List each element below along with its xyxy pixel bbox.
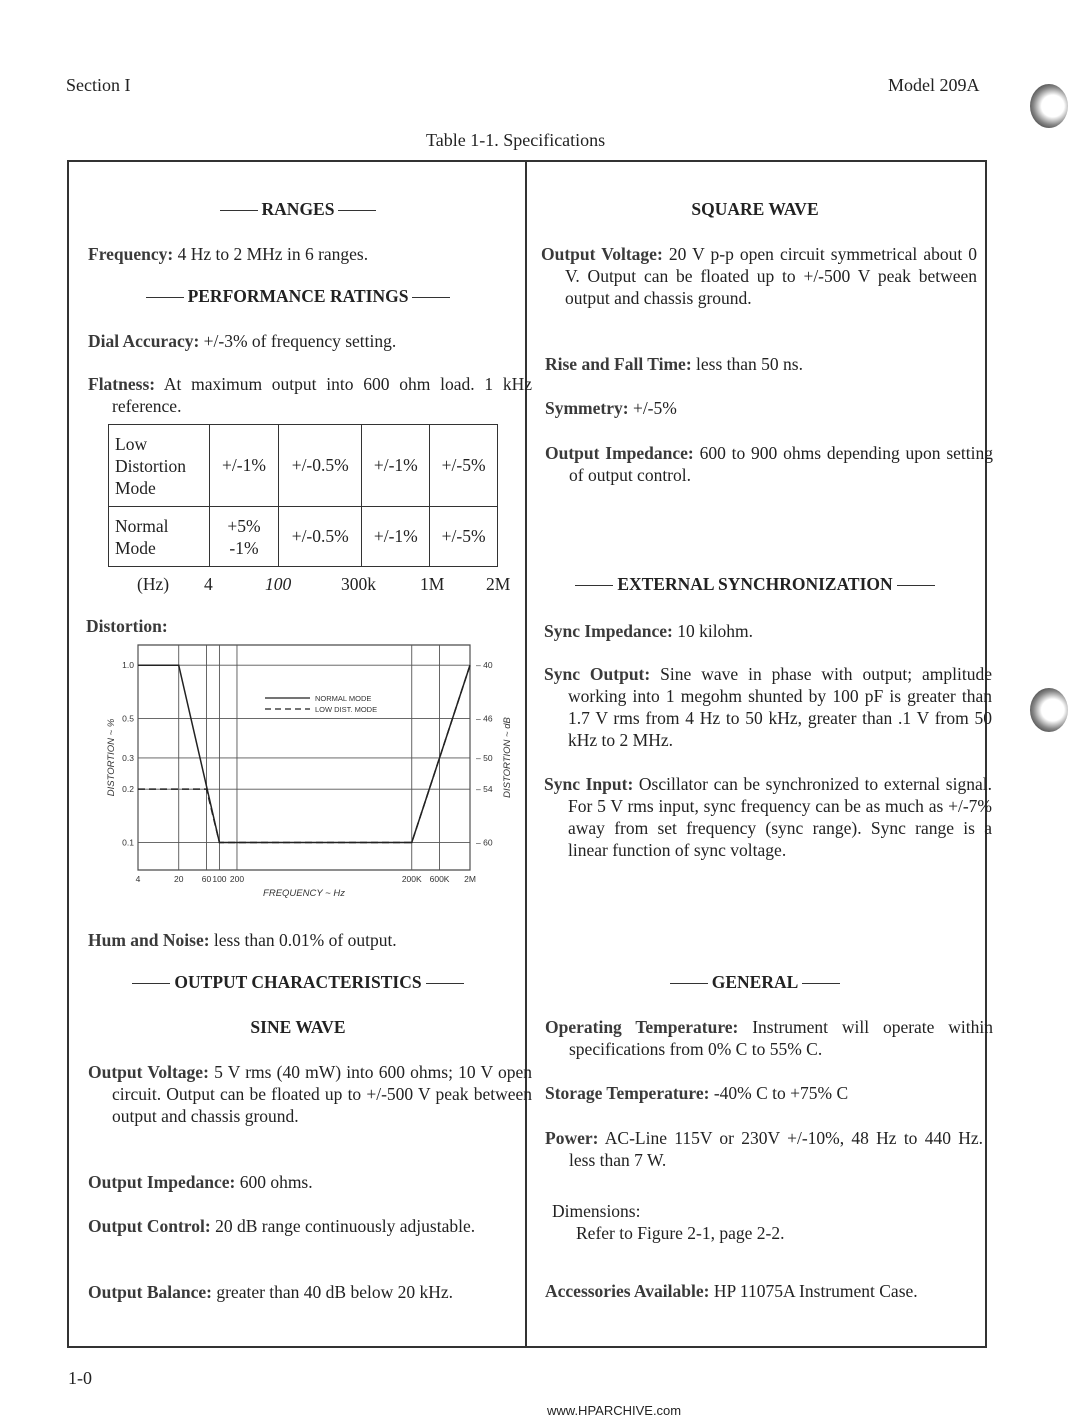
- distortion-label: Distortion:: [86, 616, 168, 636]
- series-line-low-dist-mode: [138, 665, 470, 842]
- y-tick-label-left: 1.0: [122, 660, 134, 671]
- rise-fall-spec: Rise and Fall Time: less than 50 ns.: [545, 354, 803, 374]
- table-row: [109, 507, 498, 567]
- x-tick-label: 200: [229, 874, 245, 884]
- table-cell: +/-5%: [430, 425, 498, 507]
- hz-axis-label: 2M: [486, 574, 511, 594]
- legend-label: LOW DIST. MODE: [315, 705, 378, 714]
- square-output-impedance-spec: Output Impedance: 600 to 900 ohms depending upon setting of output control.: [545, 443, 993, 485]
- table-cell: +/-0.5%: [279, 507, 362, 567]
- dial-accuracy-spec: Dial Accuracy: +/-3% of frequency setting.: [88, 331, 397, 351]
- operating-temp-spec: Operating Temperature: Instrument will operate within specifications from 0% C to 55% C.: [545, 1017, 993, 1059]
- table-cell: Normal Mode: [109, 507, 210, 567]
- table-cell: +/-1%: [210, 425, 279, 507]
- table-cell: +/-1%: [362, 507, 430, 567]
- sine-wave-heading: SINE WAVE: [250, 1017, 346, 1037]
- hz-axis-label: 1M: [420, 574, 445, 594]
- y-tick-label-right: – 50: [476, 752, 493, 763]
- y-tick-label-left: 0.1: [122, 837, 134, 848]
- external-sync-heading: EXTERNAL SYNCHRONIZATION: [545, 574, 965, 595]
- table-row: [109, 425, 498, 507]
- dimensions-spec: Dimensions: Refer to Figure 2-1, page 2-2.: [552, 1201, 785, 1243]
- output-balance-spec: Output Balance: greater than 40 dB below 20 kHz.: [88, 1282, 454, 1302]
- hz-axis-label: (Hz): [137, 574, 170, 594]
- y-tick-label-right: – 54: [476, 784, 493, 795]
- model-label: Model 209A: [888, 75, 980, 95]
- hum-noise-spec: Hum and Noise: less than 0.01% of output.: [88, 930, 397, 950]
- sine-output-voltage-spec: Output Voltage: 5 V rms (40 mW) into 600 ohms; 10 V open circuit. Output can be floated up to +/-500 V peak between output and chassis ground.: [88, 1062, 533, 1126]
- ranges-heading: RANGES: [88, 199, 508, 220]
- hz-axis-label: 100: [265, 574, 292, 594]
- footer-site: www.HPARCHIVE.com: [547, 1403, 682, 1418]
- table-title: Table 1-1. Specifications: [426, 130, 606, 150]
- sync-input-spec: Sync Input: Oscillator can be synchronized to external signal. For 5 V rms input, sync frequency can be as much as +/-7% away from set frequency (sync range). Sync range is a linear function of sync voltage.: [544, 774, 992, 860]
- x-axis-label: FREQUENCY ~ Hz: [263, 888, 345, 899]
- x-tick-label: 4: [135, 874, 141, 884]
- table-cell: +/-5%: [430, 507, 498, 567]
- y-tick-label-left: 0.2: [122, 784, 134, 795]
- y-tick-label-right: – 60: [476, 837, 493, 848]
- x-tick-label: 100: [212, 874, 227, 884]
- section-label: Section I: [66, 75, 131, 95]
- sync-impedance-spec: Sync Impedance: 10 kilohm.: [544, 621, 754, 641]
- performance-heading: PERFORMANCE RATINGS: [88, 286, 508, 307]
- x-tick-label: 200K: [401, 874, 422, 884]
- y-tick-label-right: – 46: [476, 713, 493, 724]
- sine-output-impedance-spec: Output Impedance: 600 ohms.: [88, 1172, 313, 1192]
- flatness-table: [108, 424, 498, 567]
- binder-hole-icon: [1030, 688, 1068, 732]
- legend-label: NORMAL MODE: [315, 694, 372, 703]
- table-cell: +5% -1%: [210, 507, 279, 567]
- symmetry-spec: Symmetry: +/-5%: [545, 398, 677, 418]
- power-spec: Power: AC-Line 115V or 230V +/-10%, 48 Hz to 440 Hz. less than 7 W.: [545, 1128, 983, 1170]
- binder-hole-icon: [1030, 84, 1068, 128]
- storage-temp-spec: Storage Temperature: -40% C to +75% C: [545, 1083, 849, 1103]
- output-control-spec: Output Control: 20 dB range continuously adjustable.: [88, 1216, 476, 1236]
- y-tick-label-left: 0.5: [122, 713, 134, 724]
- hz-axis-label: 4: [204, 574, 213, 594]
- square-output-voltage-spec: Output Voltage: 20 V p-p open circuit symmetrical about 0 V. Output can be floated up to +/-500 V peak between output and chassis ground.: [541, 244, 978, 308]
- frequency-spec: Frequency: 4 Hz to 2 MHz in 6 ranges.: [88, 244, 369, 264]
- square-wave-heading: SQUARE WAVE: [691, 199, 819, 219]
- y-axis-label-right: DISTORTION ~ dB: [502, 717, 513, 798]
- y-tick-label-left: 0.3: [122, 752, 134, 763]
- x-tick-label: 20: [173, 874, 184, 884]
- y-tick-label-right: – 40: [476, 660, 493, 671]
- y-axis-label-left: DISTORTION ~ %: [106, 718, 117, 797]
- x-tick-label: 2M: [464, 874, 476, 884]
- table-cell: Low Distortion Mode: [109, 425, 210, 507]
- column-divider: [525, 160, 527, 1348]
- hz-axis-label: 300k: [341, 574, 376, 594]
- sync-output-spec: Sync Output: Sine wave in phase with output; amplitude working into 1 megohm shunted by 100 pF is greater than 1.7 V rms from 4 Hz to 50 kHz, greater than .1 V from 50 kHz to 2 MHz.: [544, 664, 992, 750]
- table-cell: +/-1%: [362, 425, 430, 507]
- x-tick-label: 60: [201, 874, 212, 884]
- accessories-spec: Accessories Available: HP 11075A Instrument Case.: [545, 1281, 918, 1301]
- flatness-spec: Flatness: At maximum output into 600 ohm load. 1 kHz reference.: [88, 374, 532, 416]
- distortion-chart: [100, 640, 520, 910]
- output-heading: OUTPUT CHARACTERISTICS: [88, 972, 508, 993]
- general-heading: GENERAL: [545, 972, 965, 993]
- table-cell: +/-0.5%: [279, 425, 362, 507]
- x-tick-label: 600K: [429, 874, 450, 884]
- page-number: 1-0: [68, 1368, 92, 1388]
